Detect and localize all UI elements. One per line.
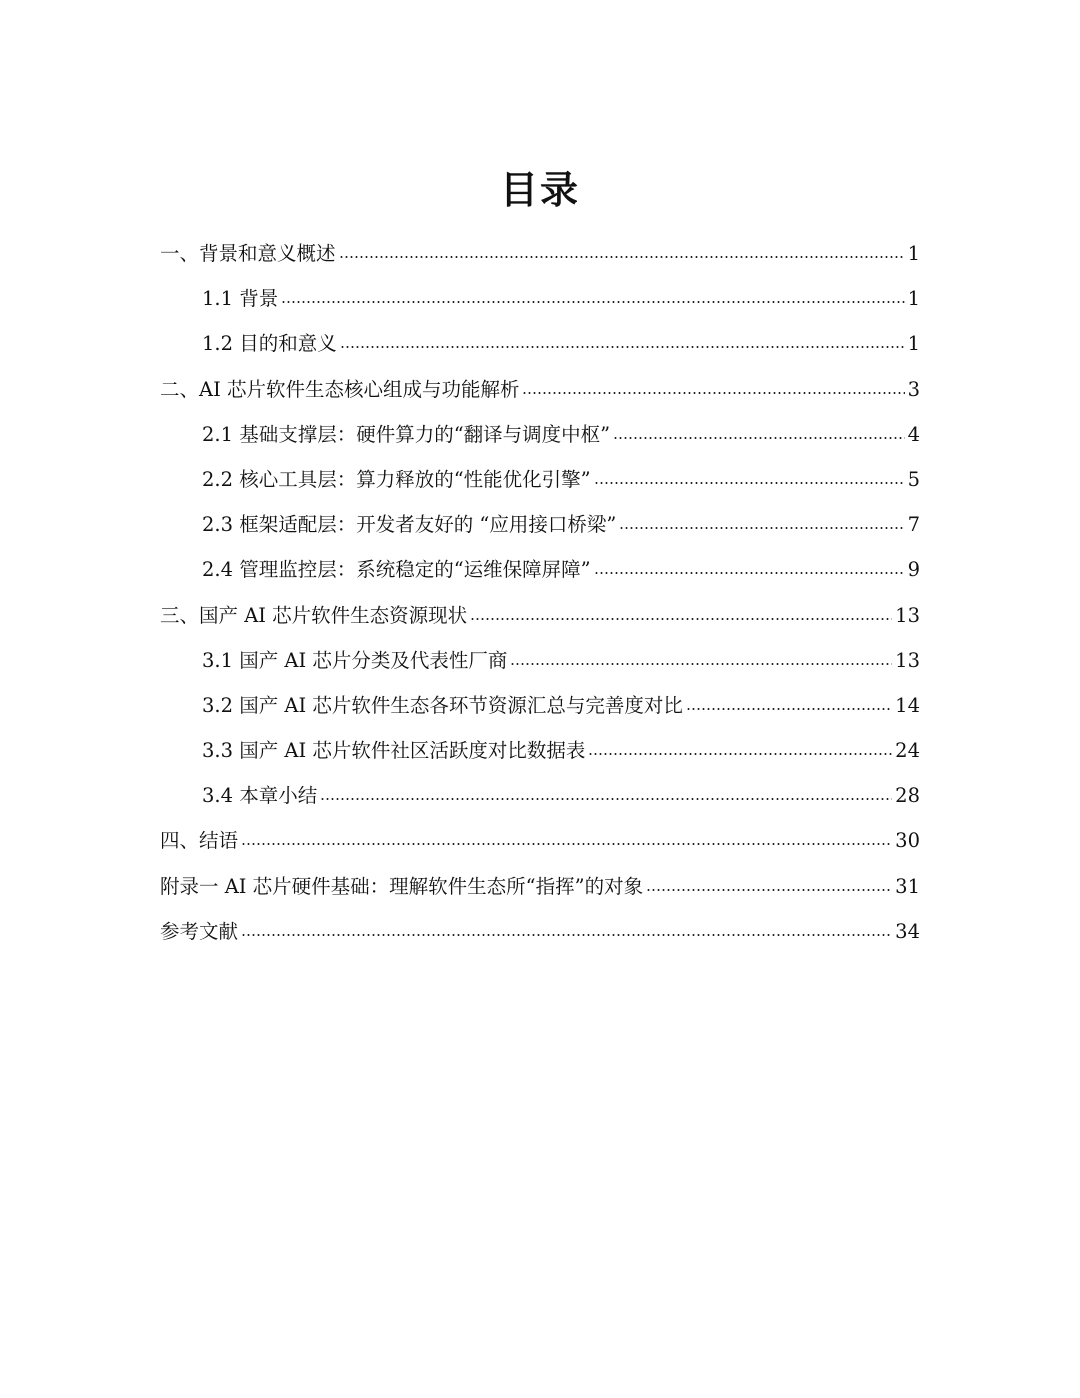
toc-entry[interactable] xyxy=(160,231,920,276)
toc-entry-page: 28 xyxy=(895,784,920,808)
dot-leader xyxy=(594,482,905,484)
toc-entry-title: 1.1 背景 xyxy=(202,287,279,311)
toc-entry-title: 3.2 国产 AI 芯片软件生态各环节资源汇总与完善度对比 xyxy=(202,693,683,717)
toc-entry-page: 24 xyxy=(895,739,920,763)
dot-leader xyxy=(340,346,905,348)
toc-entry-page: 1 xyxy=(907,332,920,356)
toc-entry-title: 参考文献 xyxy=(160,919,239,943)
toc-entry[interactable] xyxy=(160,864,920,909)
toc-entry-page: 3 xyxy=(907,377,920,401)
dot-leader xyxy=(594,572,905,574)
toc-entry-title: 2.3 框架适配层：开发者友好的 “应用接口桥梁” xyxy=(202,513,617,537)
dot-leader xyxy=(588,753,892,755)
toc-entry-title: 三、国产 AI 芯片软件生态资源现状 xyxy=(160,603,468,627)
toc-entry[interactable] xyxy=(160,683,920,728)
toc-entry[interactable] xyxy=(160,367,920,412)
dot-leader xyxy=(470,618,892,620)
dot-leader xyxy=(619,527,904,529)
toc-entry[interactable] xyxy=(160,638,920,683)
toc-entry-title: 一、背景和意义概述 xyxy=(160,242,336,265)
toc-entry-title: 3.4 本章小结 xyxy=(202,784,318,808)
toc-entry-page: 5 xyxy=(907,467,920,491)
toc-entry-title: 四、结语 xyxy=(160,829,239,853)
toc-entry-page: 34 xyxy=(895,919,920,943)
toc-entry-title: 2.4 管理监控层：系统稳定的“运维保障屏障” xyxy=(202,558,591,582)
toc-entry-title: 2.1 基础支撑层：硬件算力的“翻译与调度中枢” xyxy=(202,422,611,446)
toc-entry-title: 2.2 核心工具层：算力释放的“性能优化引擎” xyxy=(202,467,591,491)
dot-leader xyxy=(510,663,892,665)
toc-entry[interactable] xyxy=(160,909,920,954)
toc-entry-page: 7 xyxy=(907,513,920,537)
dot-leader xyxy=(613,437,904,439)
toc-entry[interactable] xyxy=(160,728,920,773)
toc-entry[interactable] xyxy=(160,412,920,457)
toc-entry[interactable] xyxy=(160,773,920,818)
dot-leader xyxy=(646,889,892,891)
dot-leader xyxy=(522,392,904,394)
toc-entry-page: 30 xyxy=(895,829,920,853)
toc-entry-page: 14 xyxy=(895,693,920,717)
toc-entry[interactable] xyxy=(160,818,920,863)
toc-entry-title: 3.1 国产 AI 芯片分类及代表性厂商 xyxy=(202,648,508,672)
toc-entry-page: 13 xyxy=(895,603,920,627)
toc-entry-title: 3.3 国产 AI 芯片软件社区活跃度对比数据表 xyxy=(202,739,586,763)
toc-entry-page: 1 xyxy=(907,242,920,265)
toc-entry[interactable] xyxy=(160,547,920,592)
toc-entry[interactable] xyxy=(160,593,920,638)
dot-leader xyxy=(281,301,904,303)
toc-entry-title: 二、AI 芯片软件生态核心组成与功能解析 xyxy=(160,377,520,401)
toc-entry-page: 31 xyxy=(895,874,920,898)
dot-leader xyxy=(320,798,892,800)
toc-entry-title: 1.2 目的和意义 xyxy=(202,332,337,356)
toc-entry-page: 9 xyxy=(907,558,920,582)
toc-entry[interactable] xyxy=(160,502,920,547)
dot-leader xyxy=(241,934,892,936)
toc-entry[interactable] xyxy=(160,457,920,502)
dot-leader xyxy=(241,843,892,845)
toc-entry-page: 1 xyxy=(907,287,920,311)
toc-entry-title: 附录一 AI 芯片硬件基础：理解软件生态所“指挥”的对象 xyxy=(160,874,644,898)
toc-entry[interactable] xyxy=(160,321,920,366)
toc-entry[interactable] xyxy=(160,276,920,321)
table-of-contents xyxy=(160,231,920,954)
dot-leader xyxy=(339,256,905,258)
dot-leader xyxy=(686,708,892,710)
toc-entry-page: 4 xyxy=(907,422,920,446)
toc-entry-page: 13 xyxy=(895,648,920,672)
toc-title: 目录 xyxy=(499,168,580,212)
